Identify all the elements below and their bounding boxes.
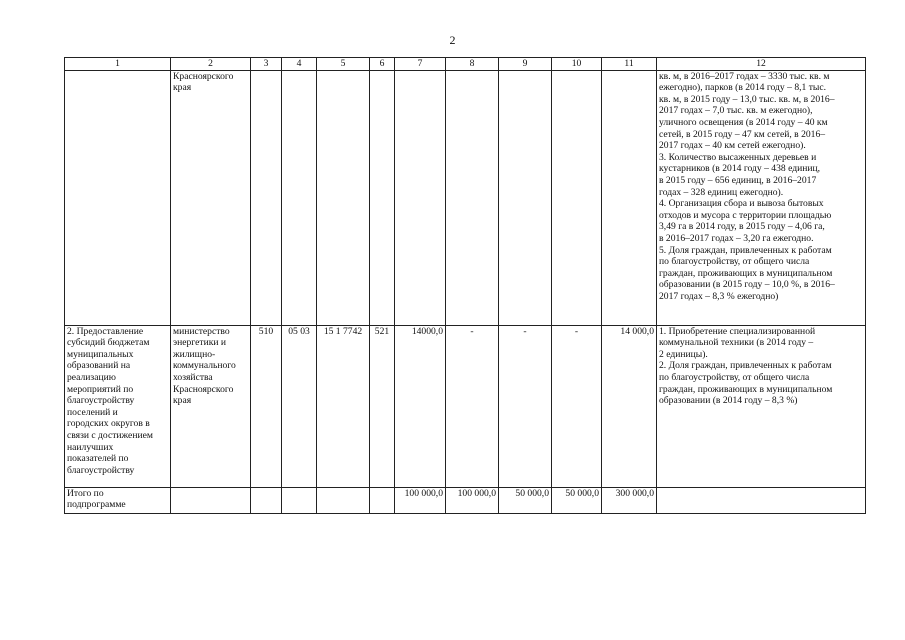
cell-vr xyxy=(370,487,395,513)
header-cell-7: 7 xyxy=(395,58,446,71)
cell-2014: 14000,0 xyxy=(395,325,446,487)
cell-task-name: Итого по подпрограмме xyxy=(65,487,171,513)
page-number: 2 xyxy=(449,33,456,47)
cell-2016: 50 000,0 xyxy=(499,487,552,513)
cell-rzpr xyxy=(282,70,317,325)
cell-2017: - xyxy=(552,325,602,487)
header-cell-10: 10 xyxy=(552,58,602,71)
header-cell-3: 3 xyxy=(251,58,282,71)
cell-expected-result: 1. Приобретение специализированной коммунальной техники (в 2014 году – 2 единицы). 2. Доля граждан, привлеченных к работам по благоустройству, от общего числа граждан, проживающих в муниципальном образовании (в 2014 году – 8,3 %) xyxy=(657,325,866,487)
cell-rzpr xyxy=(282,487,317,513)
cell-grbs: 510 xyxy=(251,325,282,487)
header-cell-5: 5 xyxy=(317,58,370,71)
header-cell-8: 8 xyxy=(446,58,499,71)
cell-total xyxy=(602,70,657,325)
cell-csr: 15 1 7742 xyxy=(317,325,370,487)
header-cell-2: 2 xyxy=(171,58,251,71)
header-row xyxy=(65,58,866,71)
program-table xyxy=(64,57,866,514)
cell-2016 xyxy=(499,70,552,325)
header-cell-4: 4 xyxy=(282,58,317,71)
cell-2015: 100 000,0 xyxy=(446,487,499,513)
cell-csr xyxy=(317,70,370,325)
cell-total: 14 000,0 xyxy=(602,325,657,487)
cell-task-name xyxy=(65,70,171,325)
cell-grbs xyxy=(251,487,282,513)
header-cell-1: 1 xyxy=(65,58,171,71)
header-cell-12: 12 xyxy=(657,58,866,71)
cell-expected-result: кв. м, в 2016–2017 годах – 3330 тыс. кв. м ежегодно), парков (в 2014 году – 8,1 тыс. кв. м, в 2015 году – 13,0 тыс. кв. м, в 2016– 2017 годах – 7,0 тыс. кв. м ежегодно), уличного освещения (в 2014 году – 40 км сетей, в 2015 году – 47 км сетей, в 2016– 2017 годах – 40 км сетей ежегодно). 3. Количество высаженных деревьев и кустарников (в 2014 году – 438 единиц, в 2015 году – 656 единиц, в 2016–2017 годах – 328 единиц ежегодно). 4. Организация сбора и вывоза бытовых отходов и мусора с территории площадью 3,49 га в 2014 году, в 2015 году – 4,06 га, в 2016–2017 годах – 3,20 га ежегодно. 5. Доля граждан, привлеченных к работам по благоустройству, от общего числа граждан, проживающих в муниципальном образовании (в 2015 году – 10,0 %, в 2016– 2017 годах – 8,3 % ежегодно) xyxy=(657,70,866,325)
cell-2017 xyxy=(552,70,602,325)
header-cell-11: 11 xyxy=(602,58,657,71)
cell-administrator: министерство энергетики и жилищно- коммунального хозяйства Красноярского края xyxy=(171,325,251,487)
cell-2015 xyxy=(446,70,499,325)
cell-2016: - xyxy=(499,325,552,487)
cell-2014: 100 000,0 xyxy=(395,487,446,513)
cell-rzpr: 05 03 xyxy=(282,325,317,487)
table-row-total xyxy=(65,487,866,513)
cell-total: 300 000,0 xyxy=(602,487,657,513)
cell-administrator xyxy=(171,487,251,513)
header-cell-6: 6 xyxy=(370,58,395,71)
cell-task-name: 2. Предоставление субсидий бюджетам муниципальных образований на реализацию мероприятий по благоустройству поселений и городских округов в связи с достижением наилучших показателей по благоустройству xyxy=(65,325,171,487)
cell-2014 xyxy=(395,70,446,325)
cell-2015: - xyxy=(446,325,499,487)
table-row-continuation xyxy=(65,70,866,325)
table-row-subsidies xyxy=(65,325,866,487)
cell-grbs xyxy=(251,70,282,325)
cell-expected-result xyxy=(657,487,866,513)
cell-vr: 521 xyxy=(370,325,395,487)
cell-2017: 50 000,0 xyxy=(552,487,602,513)
cell-vr xyxy=(370,70,395,325)
cell-administrator: Красноярского края xyxy=(171,70,251,325)
cell-csr xyxy=(317,487,370,513)
header-cell-9: 9 xyxy=(499,58,552,71)
